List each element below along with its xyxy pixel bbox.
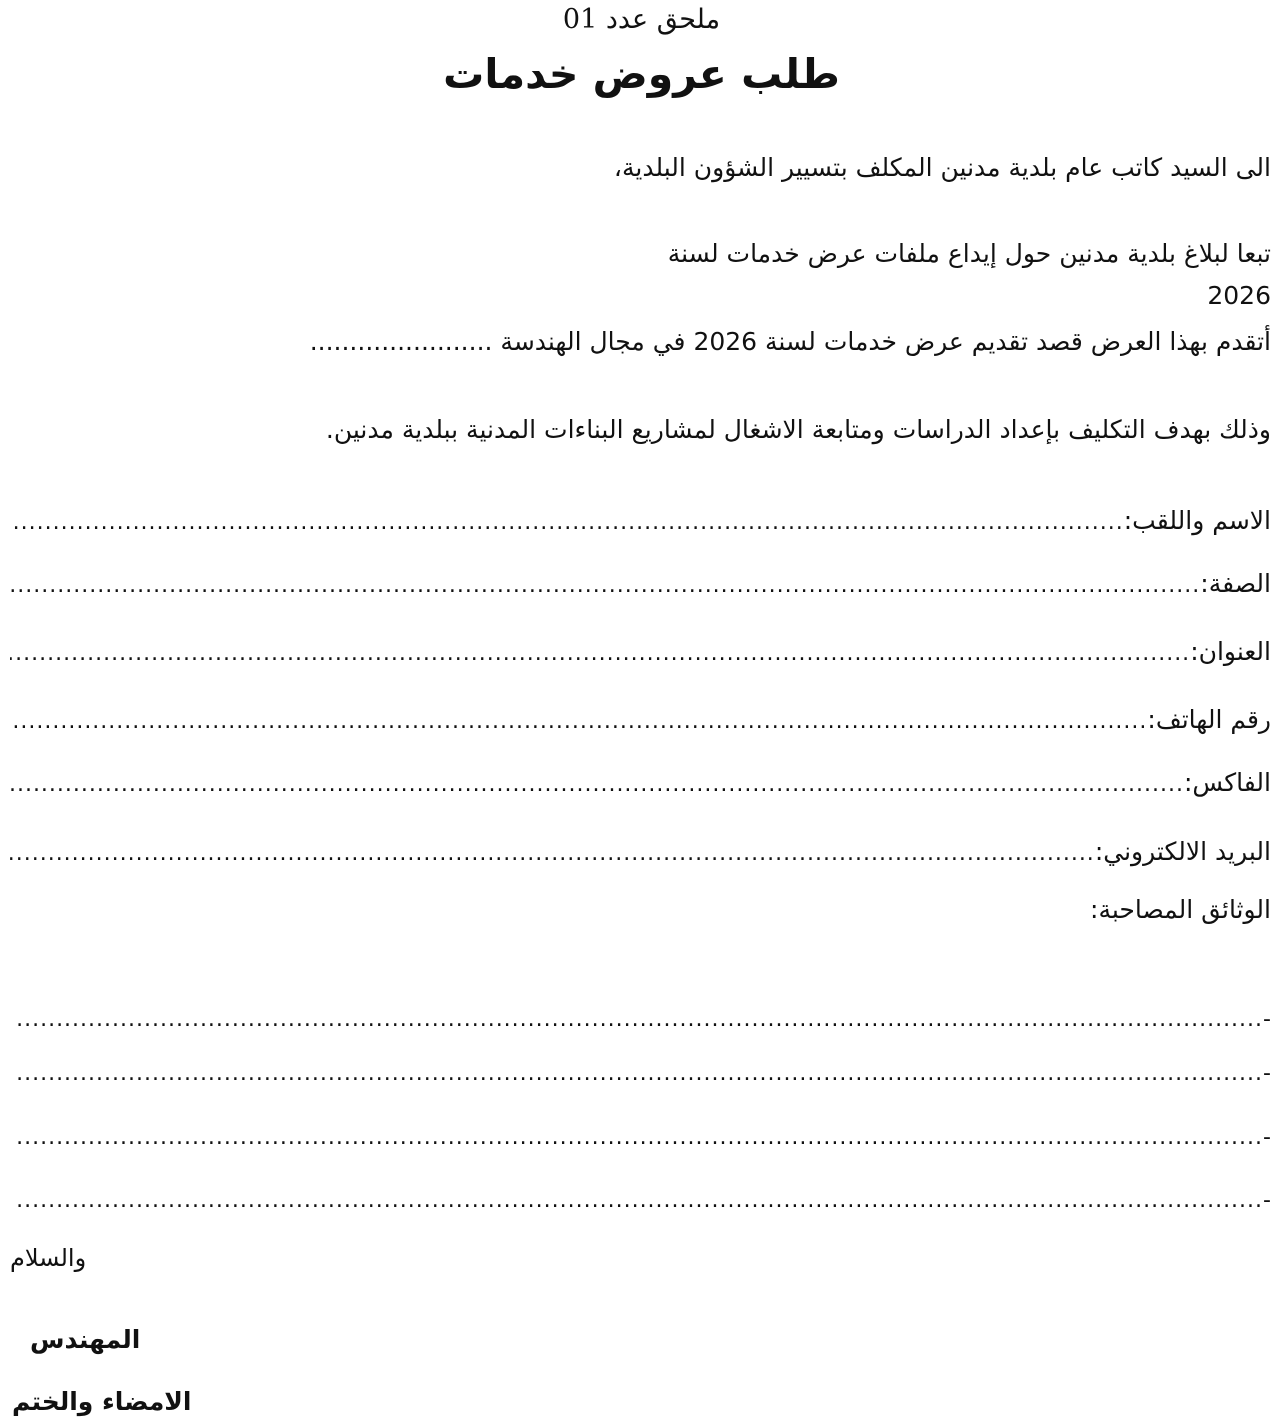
capacity-field[interactable] xyxy=(10,564,1271,604)
phone-field[interactable] xyxy=(10,700,1271,740)
document-line[interactable] xyxy=(14,1057,1271,1091)
capacity-label: الصفة: xyxy=(1200,569,1271,598)
document-title: طلب عروض خدمات xyxy=(443,50,840,98)
reference-line: تبعا لبلاغ بلدية مدنين حول إيداع ملفات عرض خدمات لسنة xyxy=(667,239,1271,268)
document-bullet: - xyxy=(1263,1007,1271,1032)
address-blank[interactable] xyxy=(10,634,1190,674)
phone-blank[interactable] xyxy=(10,702,1147,742)
fax-label: الفاكس: xyxy=(1183,768,1271,797)
full-name-label: الاسم واللقب: xyxy=(1123,506,1271,535)
document-blank[interactable] xyxy=(14,1121,1263,1155)
document-bullet: - xyxy=(1263,1188,1271,1213)
closing-greeting: والسلام xyxy=(10,1244,87,1272)
offer-line: أتقدم بهذا العرض قصد تقديم عرض خدمات لسنة 2026 في مجال الهندسة ....................... xyxy=(309,327,1271,356)
document-bullet: - xyxy=(1263,1061,1271,1086)
engineer-label: المهندس xyxy=(30,1325,141,1354)
full-name-field[interactable] xyxy=(10,501,1271,541)
document-bullet: - xyxy=(1263,1125,1271,1150)
phone-label: رقم الهاتف: xyxy=(1147,705,1271,734)
address-field[interactable] xyxy=(10,632,1271,672)
addressee-line: الى السيد كاتب عام بلدية مدنين المكلف بتسيير الشؤون البلدية، xyxy=(613,153,1271,182)
fax-blank[interactable] xyxy=(10,765,1184,805)
email-blank[interactable] xyxy=(10,834,1095,874)
document-blank[interactable] xyxy=(14,1057,1263,1091)
capacity-blank[interactable] xyxy=(10,566,1200,606)
document-line[interactable] xyxy=(14,1121,1271,1155)
document-line[interactable] xyxy=(14,1184,1271,1218)
purpose-line: وذلك بهدف التكليف بإعداد الدراسات ومتابعة الاشغال لمشاريع البناءات المدنية ببلدية مدنين. xyxy=(325,415,1271,444)
address-label: العنوان: xyxy=(1190,637,1271,666)
signature-and-stamp-label: الامضاء والختم xyxy=(12,1387,192,1416)
document-line[interactable] xyxy=(14,1003,1271,1037)
annex-number: ملحق عدد 01 xyxy=(562,4,721,35)
document-blank[interactable] xyxy=(14,1184,1263,1218)
full-name-blank[interactable] xyxy=(10,503,1124,543)
attached-documents-heading: الوثائق المصاحبة: xyxy=(1090,895,1271,924)
document-blank[interactable] xyxy=(14,1003,1263,1037)
reference-year: 2026 xyxy=(1207,281,1271,310)
email-field[interactable] xyxy=(10,832,1271,872)
email-label: البريد الالكتروني: xyxy=(1094,837,1271,866)
fax-field[interactable] xyxy=(10,763,1271,803)
